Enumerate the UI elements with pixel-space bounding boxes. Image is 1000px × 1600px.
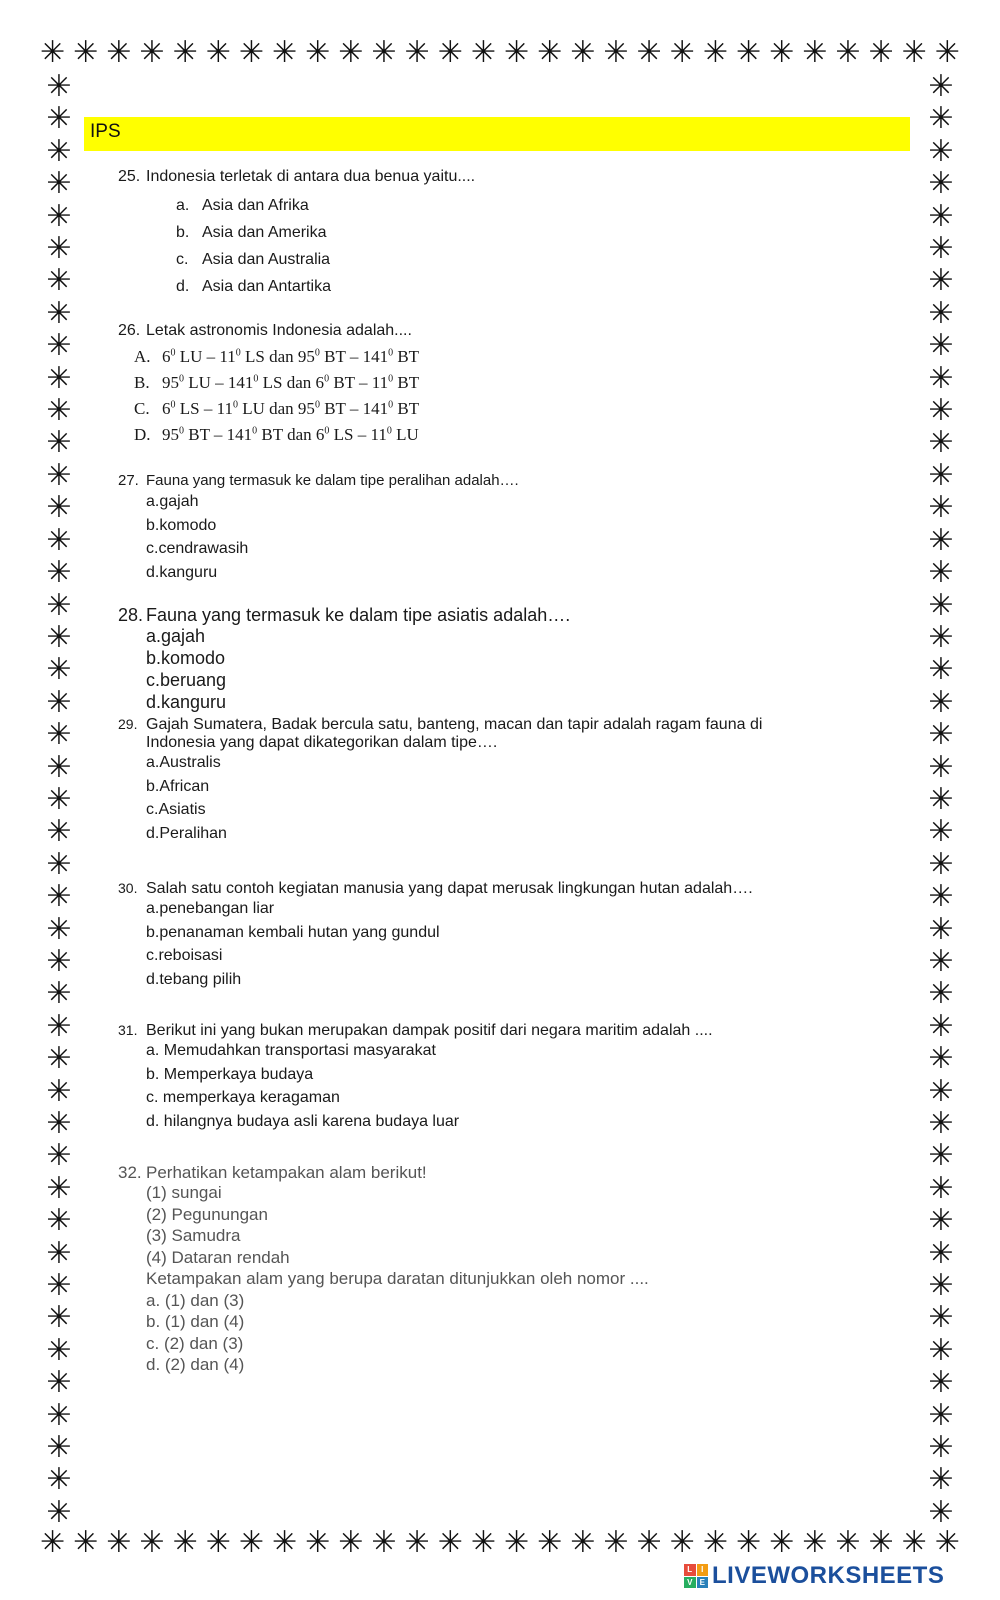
asterism-ornament-icon: ✳ bbox=[46, 522, 72, 558]
asterism-ornament-icon: ✳ bbox=[503, 35, 530, 70]
asterism-ornament-icon: ✳ bbox=[172, 1525, 198, 1560]
asterism-ornament-icon: ✳ bbox=[205, 1525, 231, 1560]
asterism-ornament-icon: ✳ bbox=[735, 35, 762, 70]
asterism-ornament-icon: ✳ bbox=[238, 1525, 264, 1560]
asterism-ornament-icon: ✳ bbox=[928, 587, 954, 623]
asterism-ornament-icon: ✳ bbox=[928, 1170, 954, 1206]
brand-name: LIVEWORKSHEETS bbox=[712, 1562, 945, 1589]
option-c[interactable]: c.Asiatis bbox=[146, 801, 206, 818]
question-number: 29. bbox=[118, 716, 138, 732]
asterism-ornament-icon: ✳ bbox=[928, 133, 954, 169]
asterism-ornament-icon: ✳ bbox=[46, 457, 72, 493]
asterism-ornament-icon: ✳ bbox=[46, 1430, 72, 1466]
border-top bbox=[40, 35, 960, 72]
asterism-ornament-icon: ✳ bbox=[928, 1235, 954, 1271]
subject-title: IPS bbox=[90, 121, 121, 142]
asterism-ornament-icon: ✳ bbox=[46, 781, 72, 817]
option-d[interactable]: d.kanguru bbox=[146, 563, 218, 581]
subject-header-bar bbox=[84, 117, 910, 151]
asterism-ornament-icon: ✳ bbox=[46, 101, 72, 137]
question-28 bbox=[118, 605, 918, 714]
asterism-ornament-icon: ✳ bbox=[603, 1525, 629, 1560]
asterism-ornament-icon: ✳ bbox=[901, 35, 927, 70]
question-26 bbox=[118, 322, 918, 448]
option-b[interactable]: B. $95^0$ LU – $141^0$ LS dan $6^0$ BT – $11^0$ BT bbox=[134, 373, 420, 392]
asterism-ornament-icon: ✳ bbox=[669, 35, 695, 70]
asterism-ornament-icon: ✳ bbox=[928, 522, 954, 558]
feature-item: (4) Dataran rendah bbox=[146, 1247, 290, 1267]
option-b[interactable]: b.penanaman kembali hutan yang gundul bbox=[146, 923, 440, 941]
option-c[interactable]: c. Asia dan Australia bbox=[176, 250, 331, 268]
asterism-ornament-icon: ✳ bbox=[46, 911, 72, 947]
asterism-ornament-icon: ✳ bbox=[537, 35, 563, 70]
question-number: 26. bbox=[118, 322, 141, 339]
asterism-ornament-icon: ✳ bbox=[172, 35, 198, 70]
asterism-ornament-icon: ✳ bbox=[928, 101, 954, 137]
asterism-ornament-icon: ✳ bbox=[46, 231, 72, 267]
option-d[interactable]: D. $95^0$ BT – $141^0$ BT dan $6^0$ LS – $11^0$ LU bbox=[134, 425, 419, 444]
option-b[interactable]: b.African bbox=[146, 777, 210, 795]
asterism-ornament-icon: ✳ bbox=[702, 35, 728, 70]
asterism-ornament-icon: ✳ bbox=[928, 425, 954, 461]
asterism-ornament-icon: ✳ bbox=[46, 879, 72, 915]
asterism-ornament-icon: ✳ bbox=[46, 425, 72, 461]
asterism-ornament-icon: ✳ bbox=[928, 1365, 954, 1401]
asterism-ornament-icon: ✳ bbox=[46, 360, 72, 396]
asterism-ornament-icon: ✳ bbox=[40, 35, 66, 70]
asterism-ornament-icon: ✳ bbox=[503, 1525, 530, 1560]
option-d[interactable]: d. (2) dan (4) bbox=[146, 1355, 245, 1374]
option-d[interactable]: d. Asia dan Antartika bbox=[176, 277, 331, 295]
asterism-ornament-icon: ✳ bbox=[371, 35, 397, 70]
question-30 bbox=[118, 880, 918, 994]
option-c[interactable]: c. memperkaya keragaman bbox=[146, 1089, 340, 1106]
asterism-ornament-icon: ✳ bbox=[46, 1397, 72, 1433]
question-text: Perhatikan ketampakan alam berikut! bbox=[146, 1163, 427, 1182]
option-c[interactable]: c.beruang bbox=[146, 670, 227, 690]
asterism-ornament-icon: ✳ bbox=[868, 35, 894, 70]
asterism-ornament-icon: ✳ bbox=[404, 35, 430, 70]
asterism-ornament-icon: ✳ bbox=[928, 295, 954, 331]
asterism-ornament-icon: ✳ bbox=[106, 1525, 132, 1560]
option-d[interactable]: d.Peralihan bbox=[146, 824, 227, 842]
asterism-ornament-icon: ✳ bbox=[928, 619, 954, 655]
asterism-ornament-icon: ✳ bbox=[46, 198, 72, 234]
question-text: Gajah Sumatera, Badak bercula satu, banteng, macan dan tapir adalah ragam fauna di Indonesia yang dapat dikategorikan dalam tipe…. bbox=[146, 716, 763, 751]
option-a[interactable]: a.gajah bbox=[146, 493, 199, 510]
asterism-ornament-icon: ✳ bbox=[46, 1332, 72, 1368]
asterism-ornament-icon: ✳ bbox=[928, 457, 954, 493]
asterism-ornament-icon: ✳ bbox=[928, 814, 954, 850]
option-a[interactable]: a. Memudahkan transportasi masyarakat bbox=[146, 1042, 436, 1059]
asterism-ornament-icon: ✳ bbox=[271, 1525, 298, 1560]
asterism-ornament-icon: ✳ bbox=[437, 1525, 463, 1560]
asterism-ornament-icon: ✳ bbox=[470, 35, 496, 70]
asterism-ornament-icon: ✳ bbox=[537, 1525, 563, 1560]
asterism-ornament-icon: ✳ bbox=[934, 35, 960, 70]
asterism-ornament-icon: ✳ bbox=[928, 976, 954, 1012]
asterism-ornament-icon: ✳ bbox=[338, 1525, 364, 1560]
asterism-ornament-icon: ✳ bbox=[928, 684, 954, 720]
question-number: 32. bbox=[118, 1163, 142, 1182]
asterism-ornament-icon: ✳ bbox=[928, 846, 954, 882]
option-c[interactable]: c. (2) dan (3) bbox=[146, 1333, 244, 1353]
option-b[interactable]: b. Asia dan Amerika bbox=[176, 223, 327, 241]
asterism-ornament-icon: ✳ bbox=[928, 360, 954, 396]
asterism-ornament-icon: ✳ bbox=[928, 166, 954, 202]
question-32 bbox=[118, 1163, 918, 1377]
asterism-ornament-icon: ✳ bbox=[928, 652, 954, 688]
question-text: Fauna yang termasuk ke dalam tipe asiatis adalah…. bbox=[146, 605, 571, 625]
asterism-ornament-icon: ✳ bbox=[46, 1365, 72, 1401]
question-number: 28. bbox=[118, 605, 144, 625]
option-a[interactable]: a.penebangan liar bbox=[146, 900, 275, 917]
question-27 bbox=[118, 472, 918, 587]
question-25 bbox=[118, 168, 918, 300]
question-29 bbox=[118, 716, 918, 848]
question-text: Salah satu contoh kegiatan manusia yang dapat merusak lingkungan hutan adalah…. bbox=[146, 880, 753, 897]
asterism-ornament-icon: ✳ bbox=[928, 1073, 954, 1109]
asterism-ornament-icon: ✳ bbox=[835, 1525, 861, 1560]
asterism-ornament-icon: ✳ bbox=[669, 1525, 695, 1560]
option-c[interactable]: c.reboisasi bbox=[146, 947, 223, 964]
asterism-ornament-icon: ✳ bbox=[802, 1525, 828, 1560]
asterism-ornament-icon: ✳ bbox=[928, 943, 954, 979]
asterism-ornament-icon: ✳ bbox=[928, 69, 954, 104]
asterism-ornament-icon: ✳ bbox=[46, 1268, 72, 1304]
asterism-ornament-icon: ✳ bbox=[769, 35, 795, 70]
asterism-ornament-icon: ✳ bbox=[46, 555, 72, 591]
asterism-ornament-icon: ✳ bbox=[928, 1300, 954, 1336]
asterism-ornament-icon: ✳ bbox=[46, 1203, 72, 1239]
asterism-ornament-icon: ✳ bbox=[46, 1138, 72, 1174]
option-c[interactable]: c.cendrawasih bbox=[146, 540, 249, 557]
asterism-ornament-icon: ✳ bbox=[46, 1235, 72, 1271]
asterism-ornament-icon: ✳ bbox=[928, 231, 954, 267]
asterism-ornament-icon: ✳ bbox=[437, 35, 463, 70]
option-d[interactable]: d.kanguru bbox=[146, 692, 227, 712]
asterism-ornament-icon: ✳ bbox=[46, 1462, 72, 1498]
asterism-ornament-icon: ✳ bbox=[928, 198, 954, 234]
asterism-ornament-icon: ✳ bbox=[46, 587, 72, 623]
asterism-ornament-icon: ✳ bbox=[46, 943, 72, 979]
asterism-ornament-icon: ✳ bbox=[570, 35, 596, 70]
asterism-ornament-icon: ✳ bbox=[271, 35, 298, 70]
asterism-ornament-icon: ✳ bbox=[570, 1525, 596, 1560]
option-d[interactable]: d.tebang pilih bbox=[146, 970, 242, 988]
asterism-ornament-icon: ✳ bbox=[46, 1008, 72, 1044]
asterism-ornament-icon: ✳ bbox=[928, 1203, 954, 1239]
option-c[interactable]: C. $6^0$ LS – $11^0$ LU dan $95^0$ BT – $141^0$ BT bbox=[134, 399, 420, 418]
asterism-ornament-icon: ✳ bbox=[928, 1106, 954, 1141]
asterism-ornament-icon: ✳ bbox=[46, 717, 72, 753]
asterism-ornament-icon: ✳ bbox=[901, 1525, 927, 1560]
question-text: Indonesia terletak di antara dua benua yaitu.... bbox=[146, 168, 476, 185]
question-number: 31. bbox=[118, 1022, 138, 1038]
asterism-ornament-icon: ✳ bbox=[470, 1525, 496, 1560]
asterism-ornament-icon: ✳ bbox=[928, 1008, 954, 1044]
feature-item: (3) Samudra bbox=[146, 1226, 241, 1245]
asterism-ornament-icon: ✳ bbox=[928, 1138, 954, 1174]
asterism-ornament-icon: ✳ bbox=[928, 490, 954, 526]
asterism-ornament-icon: ✳ bbox=[46, 166, 72, 202]
asterism-ornament-icon: ✳ bbox=[802, 35, 828, 70]
border-bottom bbox=[40, 1525, 960, 1562]
liveworksheets-logo-icon: L I V E bbox=[684, 1564, 708, 1588]
asterism-ornament-icon: ✳ bbox=[928, 911, 954, 947]
asterism-ornament-icon: ✳ bbox=[371, 1525, 397, 1560]
question-text: Letak astronomis Indonesia adalah.... bbox=[146, 322, 412, 339]
asterism-ornament-icon: ✳ bbox=[305, 35, 331, 70]
option-d[interactable]: d. hilangnya budaya asli karena budaya luar bbox=[146, 1112, 460, 1130]
question-number: 27. bbox=[118, 472, 139, 489]
border-right bbox=[924, 69, 958, 1530]
asterism-ornament-icon: ✳ bbox=[46, 749, 72, 785]
asterism-ornament-icon: ✳ bbox=[338, 35, 364, 70]
asterism-ornament-icon: ✳ bbox=[404, 1525, 430, 1560]
asterism-ornament-icon: ✳ bbox=[928, 1430, 954, 1466]
asterism-ornament-icon: ✳ bbox=[702, 1525, 728, 1560]
asterism-ornament-icon: ✳ bbox=[928, 1041, 954, 1077]
asterism-ornament-icon: ✳ bbox=[73, 35, 99, 70]
asterism-ornament-icon: ✳ bbox=[46, 263, 72, 299]
asterism-ornament-icon: ✳ bbox=[139, 1525, 165, 1560]
option-a[interactable]: a. Asia dan Afrika bbox=[176, 196, 309, 214]
asterism-ornament-icon: ✳ bbox=[46, 295, 72, 331]
option-a[interactable]: a.gajah bbox=[146, 626, 206, 646]
option-b[interactable]: b. Memperkaya budaya bbox=[146, 1065, 314, 1083]
asterism-ornament-icon: ✳ bbox=[46, 490, 72, 526]
asterism-ornament-icon: ✳ bbox=[46, 393, 72, 429]
asterism-ornament-icon: ✳ bbox=[46, 1041, 72, 1077]
asterism-ornament-icon: ✳ bbox=[46, 976, 72, 1012]
asterism-ornament-icon: ✳ bbox=[928, 1462, 954, 1498]
asterism-ornament-icon: ✳ bbox=[603, 35, 629, 70]
question-text: Berikut ini yang bukan merupakan dampak positif dari negara maritim adalah .... bbox=[146, 1022, 713, 1039]
asterism-ornament-icon: ✳ bbox=[928, 1268, 954, 1304]
asterism-ornament-icon: ✳ bbox=[636, 35, 662, 70]
asterism-ornament-icon: ✳ bbox=[106, 35, 132, 70]
asterism-ornament-icon: ✳ bbox=[928, 328, 954, 364]
liveworksheets-logo[interactable] bbox=[684, 1562, 944, 1590]
asterism-ornament-icon: ✳ bbox=[238, 35, 264, 70]
asterism-ornament-icon: ✳ bbox=[46, 684, 72, 720]
asterism-ornament-icon: ✳ bbox=[46, 69, 72, 104]
question-text: Fauna yang termasuk ke dalam tipe peralihan adalah…. bbox=[146, 472, 519, 489]
asterism-ornament-icon: ✳ bbox=[835, 35, 861, 70]
asterism-ornament-icon: ✳ bbox=[928, 749, 954, 785]
asterism-ornament-icon: ✳ bbox=[46, 814, 72, 850]
asterism-ornament-icon: ✳ bbox=[934, 1525, 960, 1560]
asterism-ornament-icon: ✳ bbox=[46, 1170, 72, 1206]
asterism-ornament-icon: ✳ bbox=[40, 1525, 66, 1560]
asterism-ornament-icon: ✳ bbox=[928, 1494, 954, 1530]
asterism-ornament-icon: ✳ bbox=[305, 1525, 331, 1560]
question-number: 25. bbox=[118, 168, 141, 185]
asterism-ornament-icon: ✳ bbox=[928, 879, 954, 915]
asterism-ornament-icon: ✳ bbox=[46, 1106, 72, 1141]
question-number: 30. bbox=[118, 880, 138, 896]
asterism-ornament-icon: ✳ bbox=[928, 781, 954, 817]
asterism-ornament-icon: ✳ bbox=[928, 717, 954, 753]
asterism-ornament-icon: ✳ bbox=[46, 652, 72, 688]
question-31 bbox=[118, 1022, 918, 1136]
feature-item: (2) Pegunungan bbox=[146, 1204, 268, 1224]
asterism-ornament-icon: ✳ bbox=[46, 1073, 72, 1109]
asterism-ornament-icon: ✳ bbox=[46, 1300, 72, 1336]
option-a[interactable]: a. (1) dan (3) bbox=[146, 1290, 245, 1310]
asterism-ornament-icon: ✳ bbox=[928, 1397, 954, 1433]
option-b[interactable]: b.komodo bbox=[146, 648, 226, 668]
asterism-ornament-icon: ✳ bbox=[735, 1525, 762, 1560]
question-prompt: Ketampakan alam yang berupa daratan ditunjukkan oleh nomor .... bbox=[146, 1269, 649, 1288]
asterism-ornament-icon: ✳ bbox=[928, 263, 954, 299]
asterism-ornament-icon: ✳ bbox=[46, 846, 72, 882]
option-a[interactable]: A. $6^0$ LU – $11^0$ LS dan $95^0$ BT – $141^0$ BT bbox=[134, 347, 420, 366]
asterism-ornament-icon: ✳ bbox=[139, 35, 165, 70]
asterism-ornament-icon: ✳ bbox=[73, 1525, 99, 1560]
border-left bbox=[42, 69, 76, 1530]
asterism-ornament-icon: ✳ bbox=[46, 133, 72, 169]
asterism-ornament-icon: ✳ bbox=[636, 1525, 662, 1560]
asterism-ornament-icon: ✳ bbox=[928, 555, 954, 591]
option-b[interactable]: b. (1) dan (4) bbox=[146, 1312, 245, 1331]
asterism-ornament-icon: ✳ bbox=[928, 393, 954, 429]
option-b[interactable]: b.komodo bbox=[146, 516, 217, 534]
asterism-ornament-icon: ✳ bbox=[769, 1525, 795, 1560]
feature-item: (1) sungai bbox=[146, 1183, 222, 1202]
asterism-ornament-icon: ✳ bbox=[205, 35, 231, 70]
asterism-ornament-icon: ✳ bbox=[868, 1525, 894, 1560]
option-a[interactable]: a.Australis bbox=[146, 754, 221, 771]
asterism-ornament-icon: ✳ bbox=[46, 1494, 72, 1530]
asterism-ornament-icon: ✳ bbox=[46, 619, 72, 655]
asterism-ornament-icon: ✳ bbox=[46, 328, 72, 364]
asterism-ornament-icon: ✳ bbox=[928, 1332, 954, 1368]
